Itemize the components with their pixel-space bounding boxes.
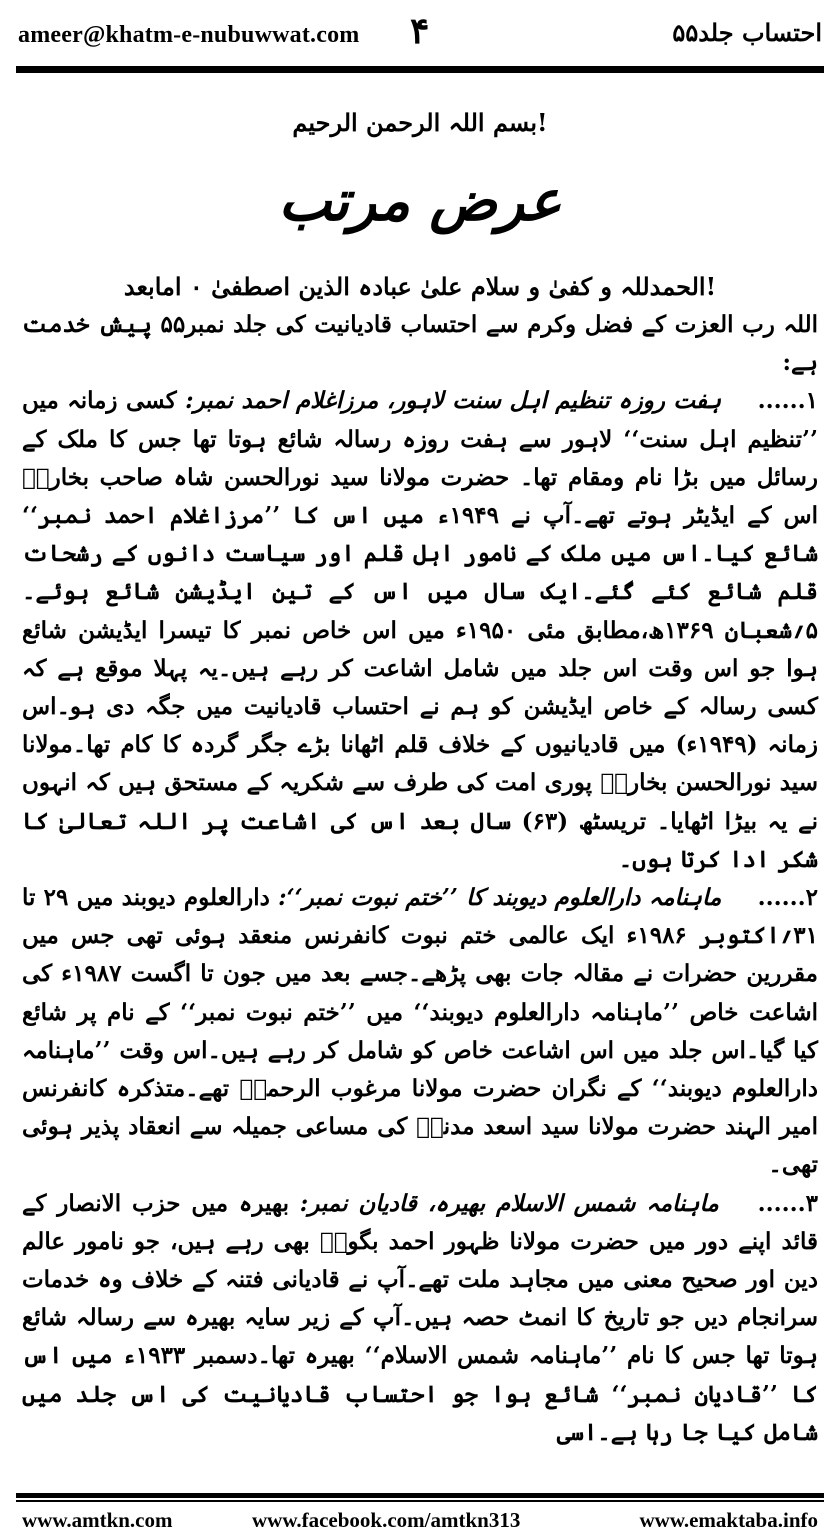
page-footer [0, 1504, 840, 1540]
footer-rule [16, 1493, 824, 1498]
page-title: عرض مرتب [278, 168, 562, 234]
item-text: دارالعلوم دیوبند میں ۲۹ تا ۳۱؍اکتوبر ۱۹۸۶ء ایک عالمی ختم نبوت کانفرنس منعقد ہوئی تھی جس میں مقررین حضرات نے مقالہ جات بھی پڑھے۔جسے بعد میں جون تا اگست ۱۹۸۷ء کی اشاعت خاص ’’ماہنامہ دارالعلوم دیوبند‘‘ میں ’’ختم نبوت نمبر‘‘ کے نام پر شائع کیا گیا۔اس جلد میں اس اشاعت خاص کو شامل کر رہے ہیں۔اس وقت ’’ماہنامہ دارالعلوم دیوبند‘‘ کے نگران حضرت مولانا مرغوب الرحمنؒ تھے۔متذکرہ کانفرنس امیر الہند حضرت مولانا سید اسعد مدنیؒ کی مساعی جمیلہ سے انعقاد پذیر ہوئی تھی۔ [22, 884, 819, 1179]
page-header [0, 0, 840, 66]
footer-shop-link[interactable]: www.emaktaba.info [639, 1508, 818, 1532]
footer-rule-thin [16, 1500, 824, 1502]
footer-site-link[interactable]: www.amtkn.com [22, 1508, 173, 1532]
item-text: کسی زمانہ میں ’’تنظیم اہل سنت‘‘ لاہور سے ہفت روزہ رسالہ شائع ہوتا تھا جس کا ملک کے رسائل میں بڑا نام ومقام تھا۔ حضرت مولانا سید نورالحسن شاہ صاحب بخاریؒ اس کے ایڈیٹر ہوتے تھے۔آپ نے ۱۹۴۹ء میں اس کا ’’مرزاغلام احمد نمبر‘‘ شائع کیا۔اس میں ملک کے نامور اہل قلم اور سیاست دانوں کے رشحات قلم شائع کئے گئے۔ایک سال میں اس کے تین ایڈیشن شائع ہوئے۔۵؍شعبان ۱۳۶۹ھ،مطابق مئی ۱۹۵۰ء میں اس خاص نمبر کا تیسرا ایڈیشن شائع ہوا جو اس وقت اس جلد میں شامل اشاعت کر رہے ہیں۔یہ پہلا موقع ہے کہ کسی رسالہ کے خاص ایڈیشن کو ہم نے احتساب قادیانیت میں جگہ دی ہو۔اس زمانہ (۱۹۴۹ء) میں قادیانیوں کے خلاف قلم اٹھانا بڑے جگر گردہ کا کام تھا۔مولانا سید نورالحسن بخاریؒ پوری امت کی طرف سے شکریہ کے مستحق ہیں کہ انہوں نے یہ بیڑا اٹھایا۔ تریسٹھ (۶۳) سال بعد اس کی اشاعت پر اللہ تعالیٰ کا شکر ادا کرتا ہوں۔ [22, 387, 819, 873]
footer-facebook-link[interactable]: www.facebook.com/amtkn313 [252, 1508, 521, 1532]
page-number: ۴ [410, 10, 430, 52]
salutation: الحمدللہ و کفیٰ و سلام علیٰ عبادہ الذین اصطفیٰ ۰ امابعد! [123, 272, 717, 301]
body-text [22, 306, 818, 1452]
item-2 [22, 879, 818, 1185]
volume-label: احتساب جلد۵۵ [672, 18, 822, 47]
bismillah: بسم اللہ الرحمن الرحیم! [292, 108, 548, 137]
item-1 [22, 382, 818, 879]
item-heading: ماہنامہ شمس الاسلام بھیرہ، قادیان نمبر: [299, 1189, 719, 1217]
intro-paragraph: اللہ رب العزت کے فضل وکرم سے احتساب قادیانیت کی جلد نمبر۵۵ پیش خدمت ہے: [22, 311, 818, 377]
item-3 [22, 1185, 818, 1452]
item-number: ۳...... [757, 1189, 818, 1217]
header-rule [16, 66, 824, 73]
item-text: بھیرہ میں حزب الانصار کے قائد اپنے دور میں حضرت مولانا ظہور احمد بگویؒ بھی رہے ہیں، جو نامور عالم دین اور صحیح معنی میں مجاہد ملت تھے۔آپ نے قادیانی فتنہ کے خلاف وہ خدمات سرانجام دیں جو تاریخ کا انمٹ حصہ ہیں۔آپ کے زیر سایہ بھیرہ سے رسالہ شائع ہوتا تھا جس کا نام ’’ماہنامہ شمس الاسلام‘‘ بھیرہ تھا۔دسمبر ۱۹۳۳ء میں اس کا ’’قادیان نمبر‘‘ شائع ہوا جو احتساب قادیانیت کی اس جلد میں شامل کیا جا رہا ہے۔اسی [22, 1189, 819, 1446]
item-number: ۱...... [757, 387, 818, 415]
item-heading: ہفت روزہ تنظیم اہل سنت لاہور، مرزاغلام احمد نمبر: [185, 387, 722, 415]
item-number: ۲...... [757, 884, 818, 912]
item-heading: ماہنامہ دارالعلوم دیوبند کا ’’ختم نبوت نمبر‘‘: [278, 884, 722, 912]
header-email: ameer@khatm-e-nubuwwat.com [18, 22, 360, 48]
